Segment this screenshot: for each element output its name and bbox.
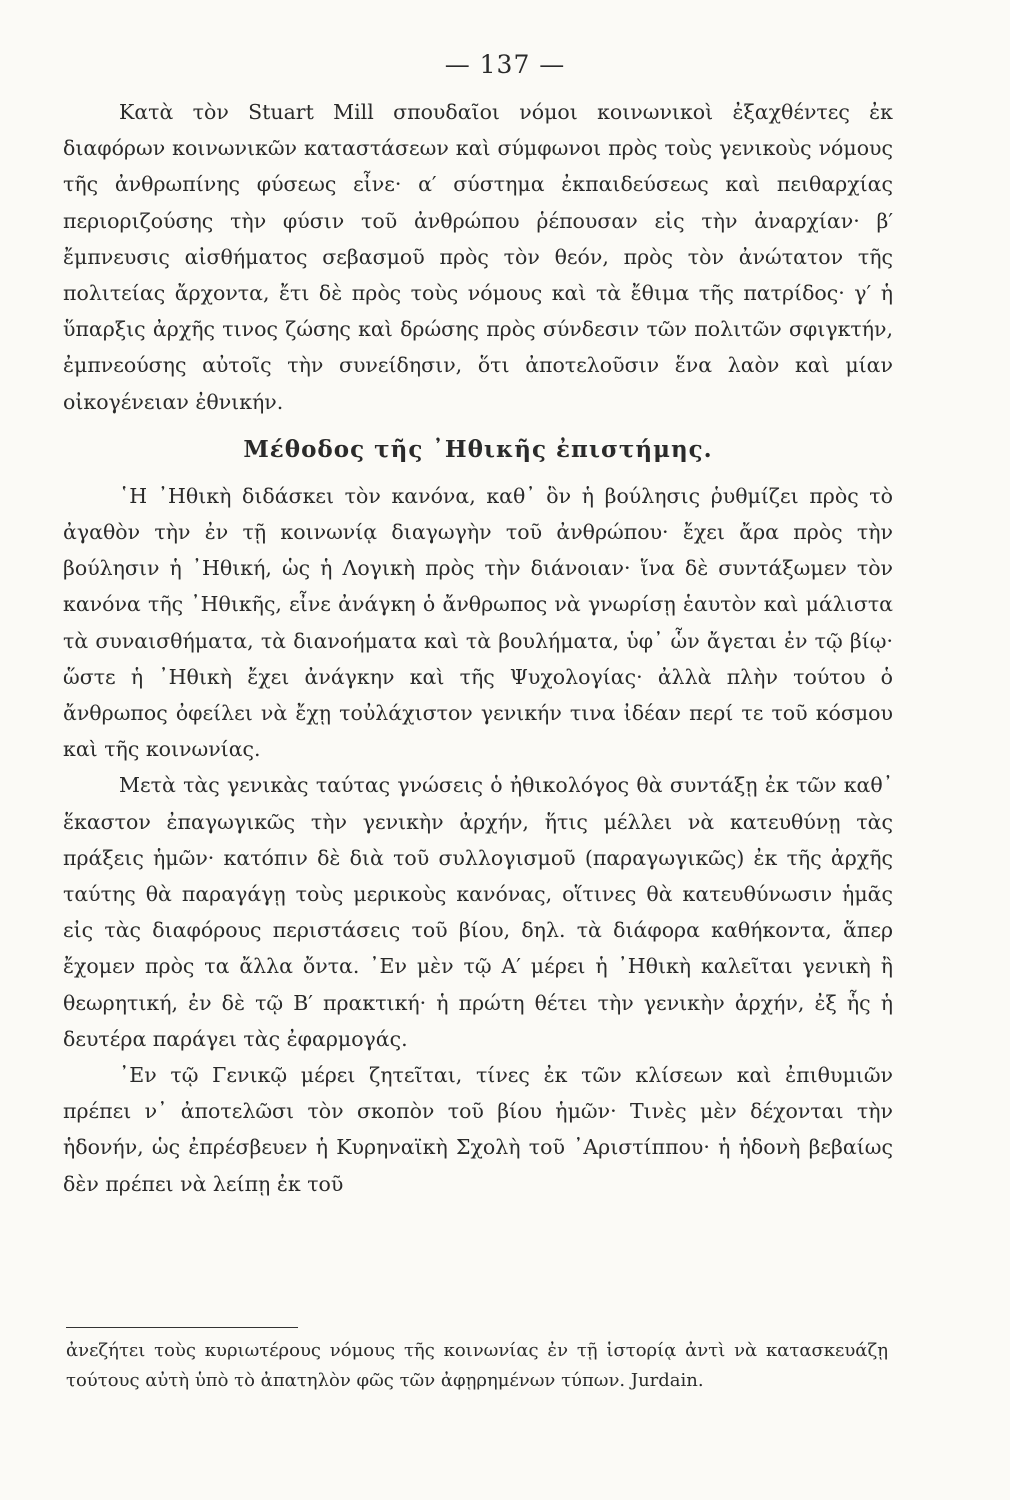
paragraph-1: Κατὰ τὸν Stuart Mill σπουδαῖοι νόμοι κοινωνικοὶ ἐξαχθέντες ἐκ διαφόρων κοινωνικῶν καταστάσεων καὶ σύμφωνοι πρὸς τοὺς γενικοὺς νόμους τῆς ἀνθρωπίνης φύσεως εἶνε· α′ σύστημα ἐκπαιδεύσεως καὶ πειθαρχίας περιοριζούσης τὴν φύσιν τοῦ ἀνθρώπου ῥέπουσαν εἰς τὴν ἀναρχίαν· β′ ἔμπνευσις αἰσθήματος σεβασμοῦ πρὸς τὸν θεόν, πρὸς τὸν ἀνώτατον τῆς πολιτείας ἄρχοντα, ἔτι δὲ πρὸς τοὺς νόμους καὶ τὰ ἔθιμα τῆς πατρίδος· γ′ ἡ ὕπαρξις ἀρχῆς τινος ζώσης καὶ δρώσης πρὸς σύνδεσιν τῶν πολιτῶν σφιγκτήν, ἐμπνεούσης αὐτοῖς τὴν συνείδησιν, ὅτι ἀποτελοῦσιν ἕνα λαὸν καὶ μίαν οἰκογένειαν ἐθνικήν. [63,100,893,414]
paragraph-3: Μετὰ τὰς γενικὰς ταύτας γνώσεις ὁ ἠθικολόγος θὰ συντάξῃ ἐκ τῶν καθ᾿ ἕκαστον ἐπαγωγικῶς τὴν γενικὴν ἀρχήν, ἥτις μέλλει νὰ κατευθύνῃ τὰς πράξεις ἡμῶν· κατόπιν δὲ διὰ τοῦ συλλογισμοῦ (παραγωγικῶς) ἐκ τῆς ἀρχῆς ταύτης θὰ παραγάγῃ τοὺς μερικοὺς κανόνας, οἵτινες θὰ κατευθύνωσιν ἡμᾶς εἰς τὰς διαφόρους περιστάσεις τοῦ βίου, δηλ. τὰ διάφορα καθήκοντα, ἅπερ ἔχομεν πρὸς τα ἄλλα ὄντα. ᾿Εν μὲν τῷ Α′ μέρει ἡ ᾿Ηθικὴ καλεῖται γενικὴ ἢ θεωρητική, ἐν δὲ τῷ Β′ πρακτική· ἡ πρώτη θέτει τὴν γενικὴν ἀρχήν, ἐξ ἧς ἡ δευτέρα παράγει τὰς ἐφαρμογάς. [63,773,893,1051]
page-number: — 137 — [444,50,566,79]
footnote-divider [66,1327,298,1328]
paragraph-2: ῾Η ᾿Ηθικὴ διδάσκει τὸν κανόνα, καθ᾿ ὃν ἡ βούλησις ῥυθμίζει πρὸς τὸ ἀγαθὸν τὴν ἐν τῇ κοινωνίᾳ διαγωγὴν τοῦ ἀνθρώπου· ἔχει ἄρα πρὸς τὴν βούλησιν ἡ ᾿Ηθική, ὡς ἡ Λογικὴ πρὸς τὴν διάνοιαν· ἵνα δὲ συντάξωμεν τὸν κανόνα τῆς ᾿Ηθικῆς, εἶνε ἀνάγκη ὁ ἄνθρωπος νὰ γνωρίσῃ ἑαυτὸν καὶ μάλιστα τὰ συναισθήματα, τὰ διανοήματα καὶ τὰ βουλήματα, ὑφ᾿ ὧν ἄγεται ἐν τῷ βίῳ· ὥστε ἡ ᾿Ηθικὴ ἔχει ἀνάγκην καὶ τῆς Ψυχολογίας· ἀλλὰ πλὴν τούτου ὁ ἄνθρωπος ὀφείλει νὰ ἔχῃ τοὐλάχιστον γενικήν τινα ἰδέαν περί τε τοῦ κόσμου καὶ τῆς κοινωνίας. [63,483,893,762]
paragraph-4: ᾿Εν τῷ Γενικῷ μέρει ζητεῖται, τίνες ἐκ τῶν κλίσεων καὶ ἐπιθυμιῶν πρέπει ν᾿ ἀποτελῶσι τὸν σκοπὸν τοῦ βίου ἡμῶν· Τινὲς μὲν δέχονται τὴν ἡδονήν, ὡς ἐπρέσβευεν ἡ Κυρηναϊκὴ Σχολὴ τοῦ ᾿Αριστίππου· ἡ ἡδονὴ βεβαίως δὲν πρέπει νὰ λείπῃ ἐκ τοῦ [63,1063,893,1196]
page-body [63,94,893,1202]
section-heading: Μέθοδος τῆς ᾿Ηθικῆς ἐπιστήμης. [243,435,713,463]
footnote: ἀνεζήτει τοὺς κυριωτέρους νόμους τῆς κοινωνίας ἐν τῇ ἱστορίᾳ ἀντὶ νὰ κατασκευάζῃ τούτους αὐτὴ ὑπὸ τὸ ἀπατηλὸν φῶς τῶν ἀφῃρημένων τύπων. Jurdain. [66,1340,888,1391]
